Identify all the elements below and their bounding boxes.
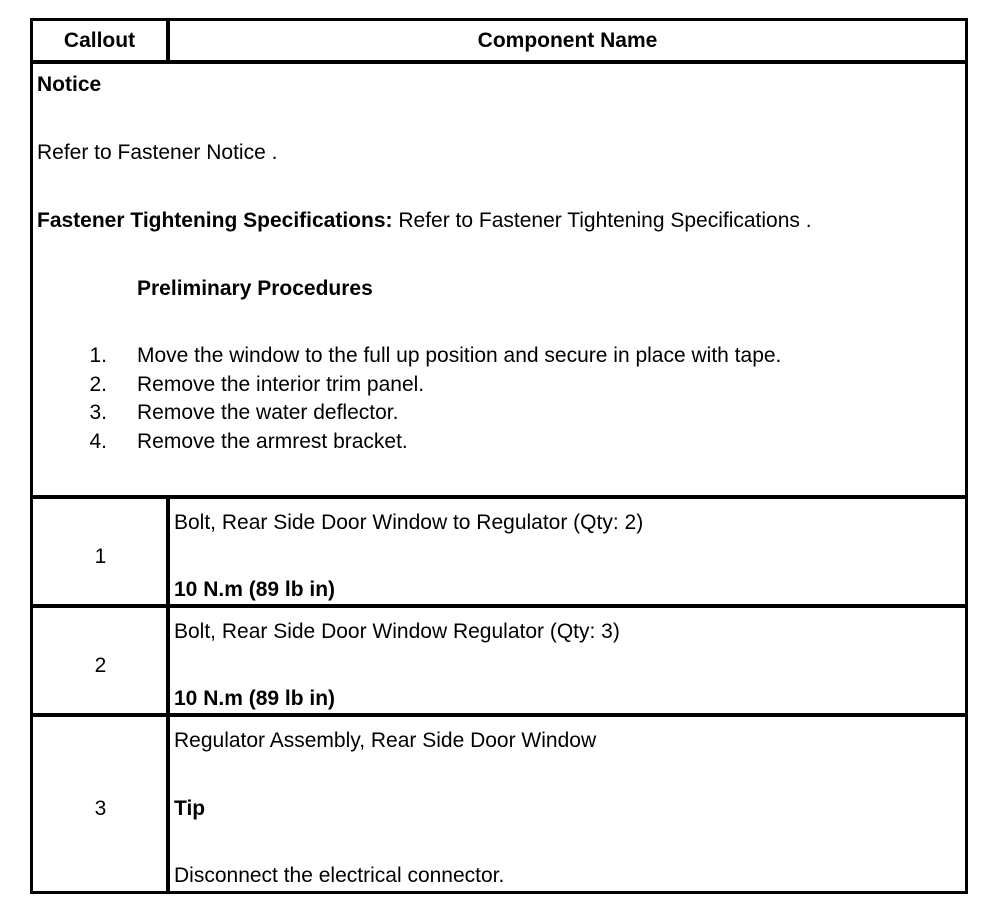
tightening-spec-label: Fastener Tightening Specifications: — [37, 209, 393, 232]
step-number: 4. — [89, 430, 107, 453]
step-number: 1. — [89, 344, 107, 367]
callout-number: 3 — [94, 797, 107, 820]
header-callout: Callout — [63, 29, 136, 52]
torque-spec: 10 N.m (89 lb in) — [174, 687, 336, 710]
step-number: 2. — [89, 373, 107, 396]
notice-divider — [33, 495, 965, 499]
step-text: Remove the interior trim panel. — [137, 373, 425, 396]
torque-spec: 10 N.m (89 lb in) — [174, 578, 336, 601]
tip-label: Tip — [174, 797, 206, 820]
step-text: Remove the armrest bracket. — [137, 430, 408, 453]
step-text: Move the window to the full up position and secure in place with tape. — [137, 344, 782, 367]
tip-text: Disconnect the electrical connector. — [174, 864, 505, 887]
component-name: Regulator Assembly, Rear Side Door Window — [174, 729, 597, 752]
step-number: 3. — [89, 401, 107, 424]
tightening-spec-text: Refer to Fastener Tightening Specifications . — [392, 209, 812, 232]
preliminary-procedures-title: Preliminary Procedures — [137, 277, 373, 300]
fastener-notice-text: Refer to Fastener Notice . — [37, 141, 278, 164]
header-component-name: Component Name — [477, 29, 658, 52]
component-name: Bolt, Rear Side Door Window to Regulator (Qty: 2) — [174, 511, 644, 534]
tightening-spec-line — [37, 209, 812, 233]
component-name: Bolt, Rear Side Door Window Regulator (Qty: 3) — [174, 620, 620, 643]
notice-title: Notice — [37, 73, 102, 96]
callout-number: 2 — [94, 654, 107, 677]
header-divider — [33, 60, 965, 64]
component-table — [30, 18, 968, 894]
row-divider — [33, 604, 965, 608]
row-divider — [33, 713, 965, 717]
callout-number: 1 — [94, 545, 107, 568]
step-text: Remove the water deflector. — [137, 401, 399, 424]
